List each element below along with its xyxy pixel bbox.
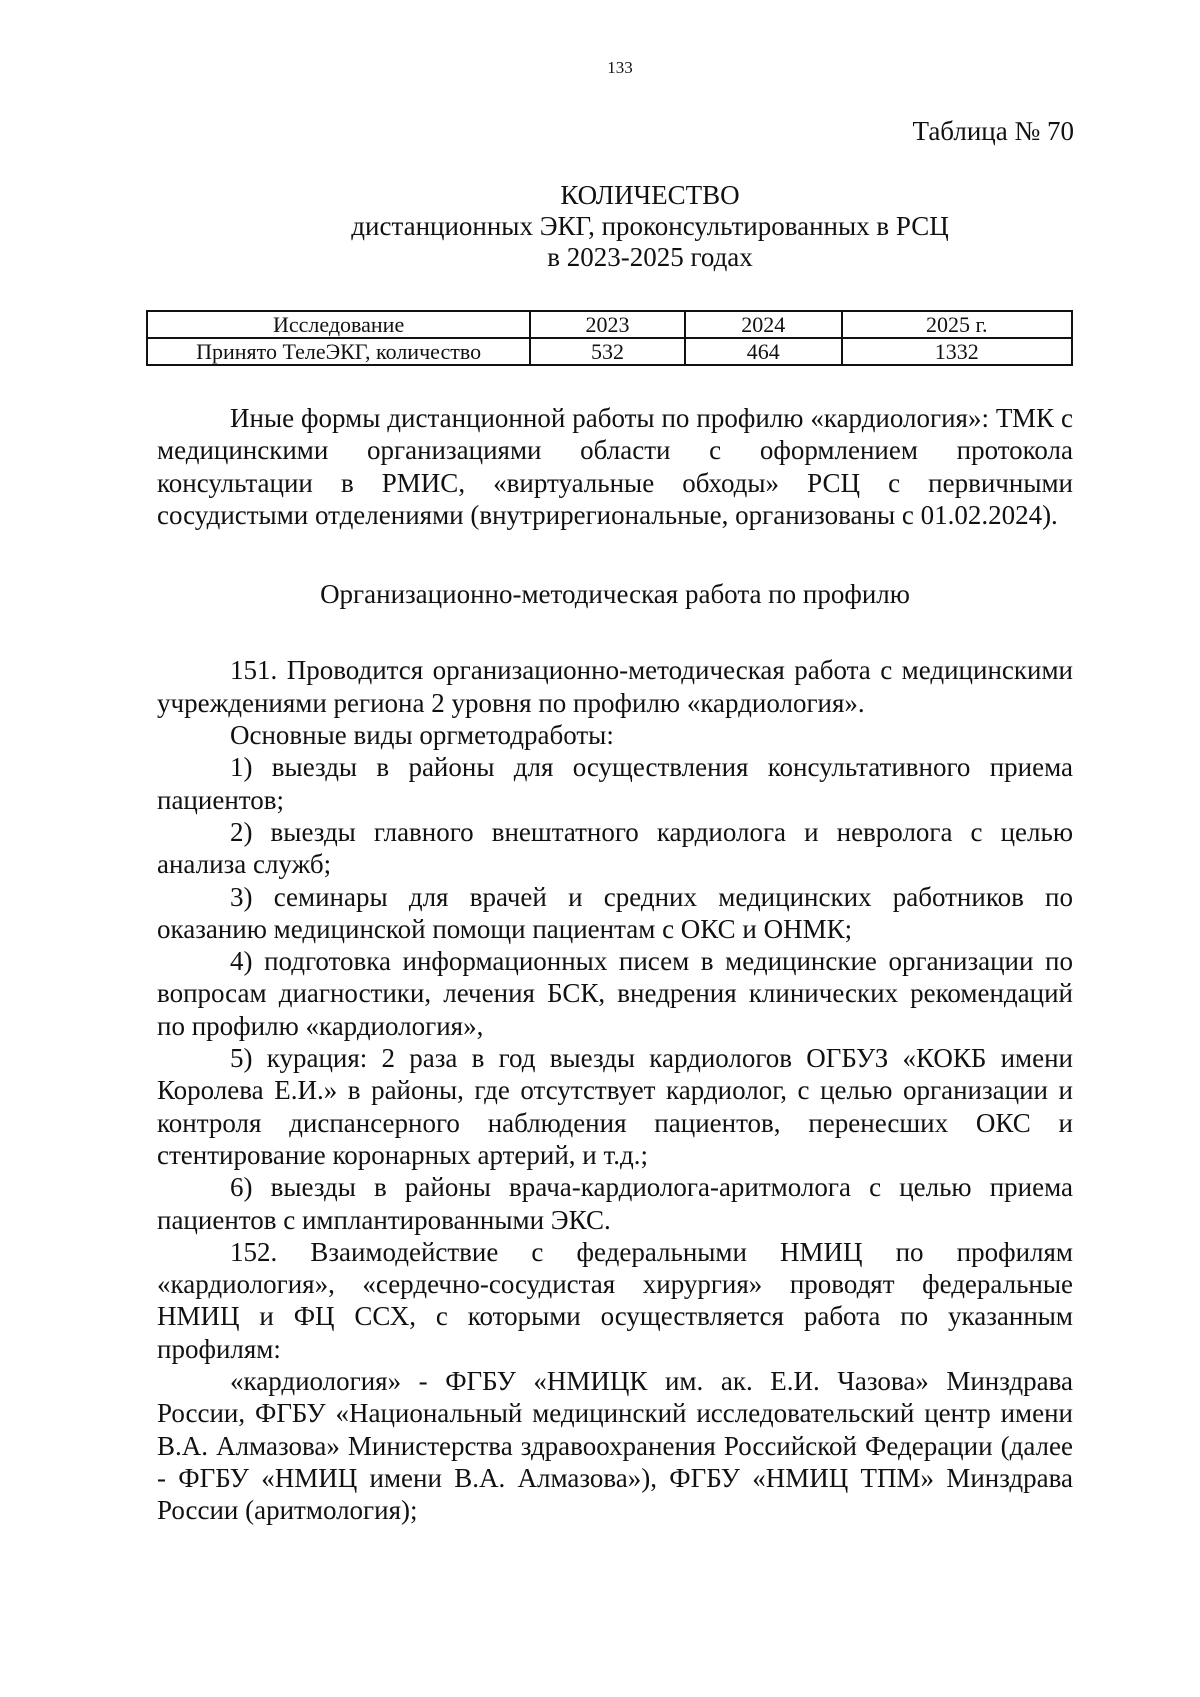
table-row	[147, 338, 1072, 365]
paragraph-152: 152. Взаимодействие с федеральными НМИЦ по профилям «кардиология», «сердечно-сосудистая хирургия» проводят федеральные НМИЦ и ФЦ ССХ, с которыми осуществляется работа по указанным профилям:	[157, 1236, 1073, 1364]
heading-line-3: в 2023-2025 годах	[547, 242, 753, 272]
list-item: 6) выезды в районы врача-кардиолога-аритмолога с целью приема пациентов с имплантированными ЭКС.	[157, 1172, 1073, 1235]
header-cell: 2023	[530, 311, 685, 338]
header-cell: Исследование	[147, 311, 530, 338]
heading-line-2: дистанционных ЭКГ, проконсультированных в РСЦ	[351, 211, 949, 241]
paragraph-151: 151. Проводится организационно-методическая работа с медицинскими учреждениями региона 2 уровня по профилю «кардиология».	[157, 655, 1073, 718]
paragraph-other-forms: Иные формы дистанционной работы по профилю «кардиология»: ТМК с медицинскими организациями области с оформлением протокола консультации в РМИС, «виртуальные обходы» РСЦ с первичными сосудистыми отделениями (внутрирегиональные, организованы с 01.02.2024).	[157, 403, 1073, 530]
heading-line-1: КОЛИЧЕСТВО	[560, 180, 740, 210]
table-cell: 532	[530, 338, 685, 365]
paragraph-main-types: Основные виды оргметодработы:	[230, 720, 614, 751]
document-body	[157, 402, 1073, 1527]
table-cell: Принято ТелеЭКГ, количество	[147, 338, 530, 365]
list-item: 2) выезды главного внештатного кардиолога и невролога с целью анализа служб;	[157, 816, 1073, 880]
list-item: 5) курация: 2 раза в год выезды кардиологов ОГБУЗ «КОКБ имени Королева Е.И.» в районы, где отсутствует кардиолог, с целью организации и контроля диспансерного наблюдения пациентов, перенесших ОКС и стентирование коронарных артерий, и т.д.;	[157, 1043, 1073, 1170]
table-number: Таблица № 70	[912, 116, 1074, 146]
table-heading	[0, 180, 1200, 273]
table-cell: 464	[685, 338, 842, 365]
list-item: 1) выезды в районы для осуществления консультативного приема пациентов;	[157, 752, 1073, 815]
table-cell: 1332	[842, 338, 1072, 365]
list-item: 3) семинары для врачей и средних медицинских работников по оказанию медицинской помощи пациентам с ОКС и ОНМК;	[157, 881, 1073, 944]
page-number: 133	[607, 58, 633, 77]
section-title: Организационно-методическая работа по профилю	[320, 579, 910, 610]
header-cell: 2025 г.	[842, 311, 1072, 338]
header-cell: 2024	[685, 311, 842, 338]
telecg-table	[146, 310, 1073, 366]
list-item: 4) подготовка информационных писем в медицинские организации по вопросам диагностики, лечения БСК, внедрения клинических рекомендаций по профилю «кардиология»,	[157, 946, 1073, 1041]
paragraph-cardiology: «кардиология» - ФГБУ «НМИЦК им. ак. Е.И. Чазова» Минздрава России, ФГБУ «Национальный медицинский исследовательский центр имени В.А. Алмазова» Министерства здравоохранения Российской Федерации (далее - ФГБУ «НМИЦ имени В.А. Алмазова»), ФГБУ «НМИЦ ТПМ» Минздрава России (аритмология);	[157, 1366, 1073, 1526]
table-header-row	[147, 311, 1072, 338]
